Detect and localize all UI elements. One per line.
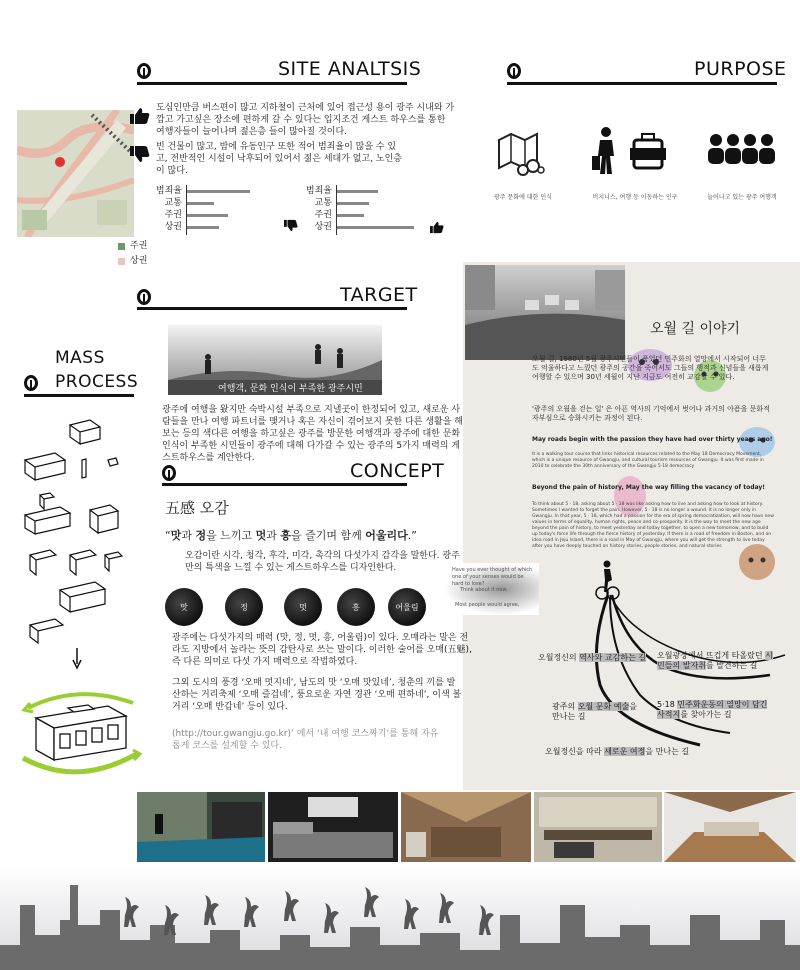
chart-bar (337, 214, 364, 217)
site-con-text: 빈 건물이 많고, 밤에 유동인구 또한 적어 범죄율이 많을 수 있고, 전반적인 시설이 낙후되어 있어서 젊은 세대가 없고, 노인층이 많다. (156, 142, 402, 176)
city-skyline-silhouette (0, 865, 800, 970)
concept-title: CONCEPT (350, 460, 445, 482)
site-pro-text: 도심인만큼 버스편이 많고 지하철이 근처에 있어 접근성 용이 광주 시내와 가깝고 가고싶은 장소에 편하게 갈 수 있다는 입지조건 게스트 하우스를 통한 여행자들이 늘어나며 젊은층 들이 많아질 것이다. (156, 103, 455, 137)
story-english-text-2: To think about 5 · 18, asking about 5 · 18 was like asking how to live and asking how to look at history. Sometimes I wanted to forget the pain. However, 5 · 18 is no longer a wound. It is no longer only in Gwangju. In that year, 5 · 18, which had a passion for the era of spring democratization, will now have new values in terms of equality, human rights, peace and co-prosperity. It is the way to meet the new age beyond the pain of history, to meet yesterday and today together, to open a new tomorrow, and to build up today's force life through the fierce history of yesterday. If there is a road of freedom in Boston, and an idea road in Jeju Island, there is a road in May of Gwangju, where you will get the strength to live today after you have deeply touched on history stories, people stories, and natural stories (532, 502, 774, 549)
bar-label: 범죄율 (155, 186, 182, 196)
sense-circle: 흥 (337, 588, 375, 626)
thumbs-up-icon (130, 107, 150, 125)
legend-swatch-commercial (118, 258, 125, 265)
target-photo-caption: 여행객, 문화 인식이 부족한 광주시민 (218, 384, 363, 394)
site-title-underline (137, 82, 407, 85)
bar-label: 교통 (164, 198, 182, 208)
story-korean-text-1: 오월 길, 1980년 5월 광주시민들이 품었던 민주화의 열망에서 시작되어 너무도 억울하다고 느꼈던 광주의 공간을 죽어서도 그들의 행적과 신념들을 새롭게 여행할 수 있으며 30년 세월이 지난 지금도 여전히 교감할 수 있다. (532, 355, 769, 381)
story-english-text-1: It is a walking tour course that links historical resources related to the May 18 Democracy Movement, which is a unique resource of Gwangju, and cultural tourism resources of Gwangju. It was first made in 2010 to celebrate the 30th anniversary of the Gwangju 5·18 democracy (532, 452, 764, 469)
traveler-icon (590, 126, 670, 176)
concept-text-2: 광주에는 다섯가지의 매력 (맛, 정, 멋, 흥, 어울림)이 있다. 오매라는 말은 전라도 지방에서 놀라는 뜻의 감탄사로 쓰는 말이다. 이러한 술어를 오매(五魅), 즉 다른 의미로 다섯 가지 매력으로 작법하였다. (172, 633, 472, 667)
chart-bar (187, 226, 219, 229)
bar-label: 주권 (164, 210, 182, 220)
section-bullet-icon (507, 63, 521, 79)
target-title-underline (137, 307, 407, 310)
story-english-heading: May roads begin with the passion they have had over thirty years ago! (532, 436, 773, 443)
chart-bar (187, 214, 228, 217)
mass-title-underline (24, 394, 134, 397)
sense-circle: 어울림 (388, 588, 426, 626)
story-korean-text-2: '광주의 오월을 걷는 일' 은 아픈 역사의 기억에서 벗어나 과거의 아픔을 문화적 자부심으로 승화시키는 과정이 된다. (532, 405, 770, 422)
route-label-footsteps: 오월광장에서 뜨겁게 타올랐던 시민들의 발자취를 발견하는 길 (657, 651, 773, 670)
target-text: 광주에 여행을 왔지만 숙박시설 부족으로 지낼곳이 한정되어 있고, 새로운 사람들을 만나 여행 파트너를 맺거나 혹은 자신이 겪어보지 못한 다른 생활을 해보는 등의 색다른 여행을 하고싶은 광주를 방문한 여행객과 광주에 대한 문화인식이 부족한 시민들이 광주에 대해 다가갈 수 있는 광주의 5가지 매력의 게스트하우스를 계안한다. (162, 405, 463, 463)
site-title: SITE ANALTSIS (278, 58, 422, 80)
concept-slogan: “맛과 정을 느끼고 멋과 흥을 즐기며 함께 어울리다.” (165, 529, 417, 542)
story-english-heading-2: Beyond the pain of history, May the way filling the vacancy of today! (532, 484, 765, 491)
chart-bar (337, 190, 378, 193)
purpose-item-label: 비지니스, 여행 등 이동하는 인구 (592, 194, 678, 201)
thumbs-down-icon (130, 145, 150, 163)
legend-label-commercial: 상권 (130, 256, 148, 266)
story-title: 오월 길 이야기 (650, 321, 741, 337)
sense-circle: 멋 (284, 588, 322, 626)
sense-circle: 정 (225, 588, 263, 626)
concept-heading: 五感 오감 (165, 499, 229, 517)
route-label-history: 오월정신의 역사와 교감하는 길 (538, 653, 647, 662)
mass-title-line2: PROCESS (55, 372, 139, 392)
route-label-new-journey: 오월정신을 따라 새로운 여정을 만나는 길 (545, 747, 690, 756)
cyclist-icon (594, 560, 620, 600)
interior-photo-2 (268, 792, 398, 862)
concept-title-underline (162, 483, 407, 486)
site-chart-con (300, 185, 440, 240)
crowd-photo (465, 265, 625, 360)
bar-label: 상권 (314, 222, 332, 232)
thumbs-down-icon (284, 219, 298, 232)
bar-label: 교통 (314, 198, 332, 208)
concept-side-quote-2: Think about it now. (460, 587, 508, 593)
arrow-down-icon (72, 648, 82, 670)
section-bullet-icon (137, 63, 151, 79)
purpose-item-label: 늘어나고 있는 광주 여행객 (707, 194, 777, 201)
map-culture-icon (497, 130, 545, 176)
legend-label-residential: 주권 (130, 241, 148, 251)
route-label-culture: 광주의 오월 문화 예술을 만나는 길 (552, 702, 637, 721)
concept-text-3: 그외 도시의 풍경 ‘오매 멋지네’, 남도의 맛 ‘오매 맛있네’, 청춘의 끼를 발산하는 거리축제 ‘오매 즐겁네’, 풍요로운 자연 경관 ‘오매 편하네’, 이색 볼거리 ‘오매 반갑네’ 등이 있다. (172, 678, 462, 712)
purpose-title-underline (507, 82, 777, 85)
people-group-icon (706, 132, 776, 170)
purpose-item-label: 광주 문화에 대한 인식 (494, 194, 552, 201)
chart-bar (187, 190, 250, 193)
chart-bar (337, 226, 414, 229)
section-bullet-icon (162, 465, 176, 481)
sense-circle: 맛 (165, 588, 203, 626)
interior-photo-1 (137, 792, 265, 862)
interior-photo-4 (534, 792, 662, 862)
mass-process-diagrams (20, 415, 140, 645)
interior-photo-3 (401, 792, 531, 862)
concept-text-1: 오감이란 시각, 청각, 후각, 미각, 촉각의 다섯가지 감각을 말한다. 광주만의 특색을 느낄 수 있는 게스트하우스를 디자인한다. (185, 551, 460, 573)
section-bullet-icon (137, 289, 151, 305)
target-title: TARGET (340, 284, 418, 306)
section-bullet-icon (24, 375, 38, 391)
chart-bar (337, 202, 369, 205)
bar-label: 범죄율 (305, 186, 332, 196)
site-chart-pro (150, 185, 290, 240)
concept-side-quote-1: Have you ever thought of which one of your senses would be hard to lose? (452, 567, 533, 587)
final-mass-diagram (18, 678, 143, 780)
bar-label: 상권 (164, 222, 182, 232)
interior-photo-5 (664, 792, 796, 862)
thumbs-up-icon (430, 221, 444, 234)
bar-label: 주권 (314, 210, 332, 220)
site-map-image (17, 110, 134, 237)
concept-side-quote-3: Most people would agree, (455, 602, 520, 608)
legend-swatch-residential (118, 243, 125, 250)
mass-title-line1: MASS (55, 348, 105, 368)
concept-text-4: (http://tour.gwangju.go.kr)’ 에서 ‘내 여행 코스짜기’를 통해 자유롭게 코스를 설계할 수 있다. (172, 729, 439, 751)
purpose-title: PURPOSE (694, 58, 787, 80)
route-label-historic-sites: 5·18 민주화운동의 열망이 담긴 사적지를 찾아가는 길 (657, 700, 768, 719)
chart-bar (187, 202, 214, 205)
